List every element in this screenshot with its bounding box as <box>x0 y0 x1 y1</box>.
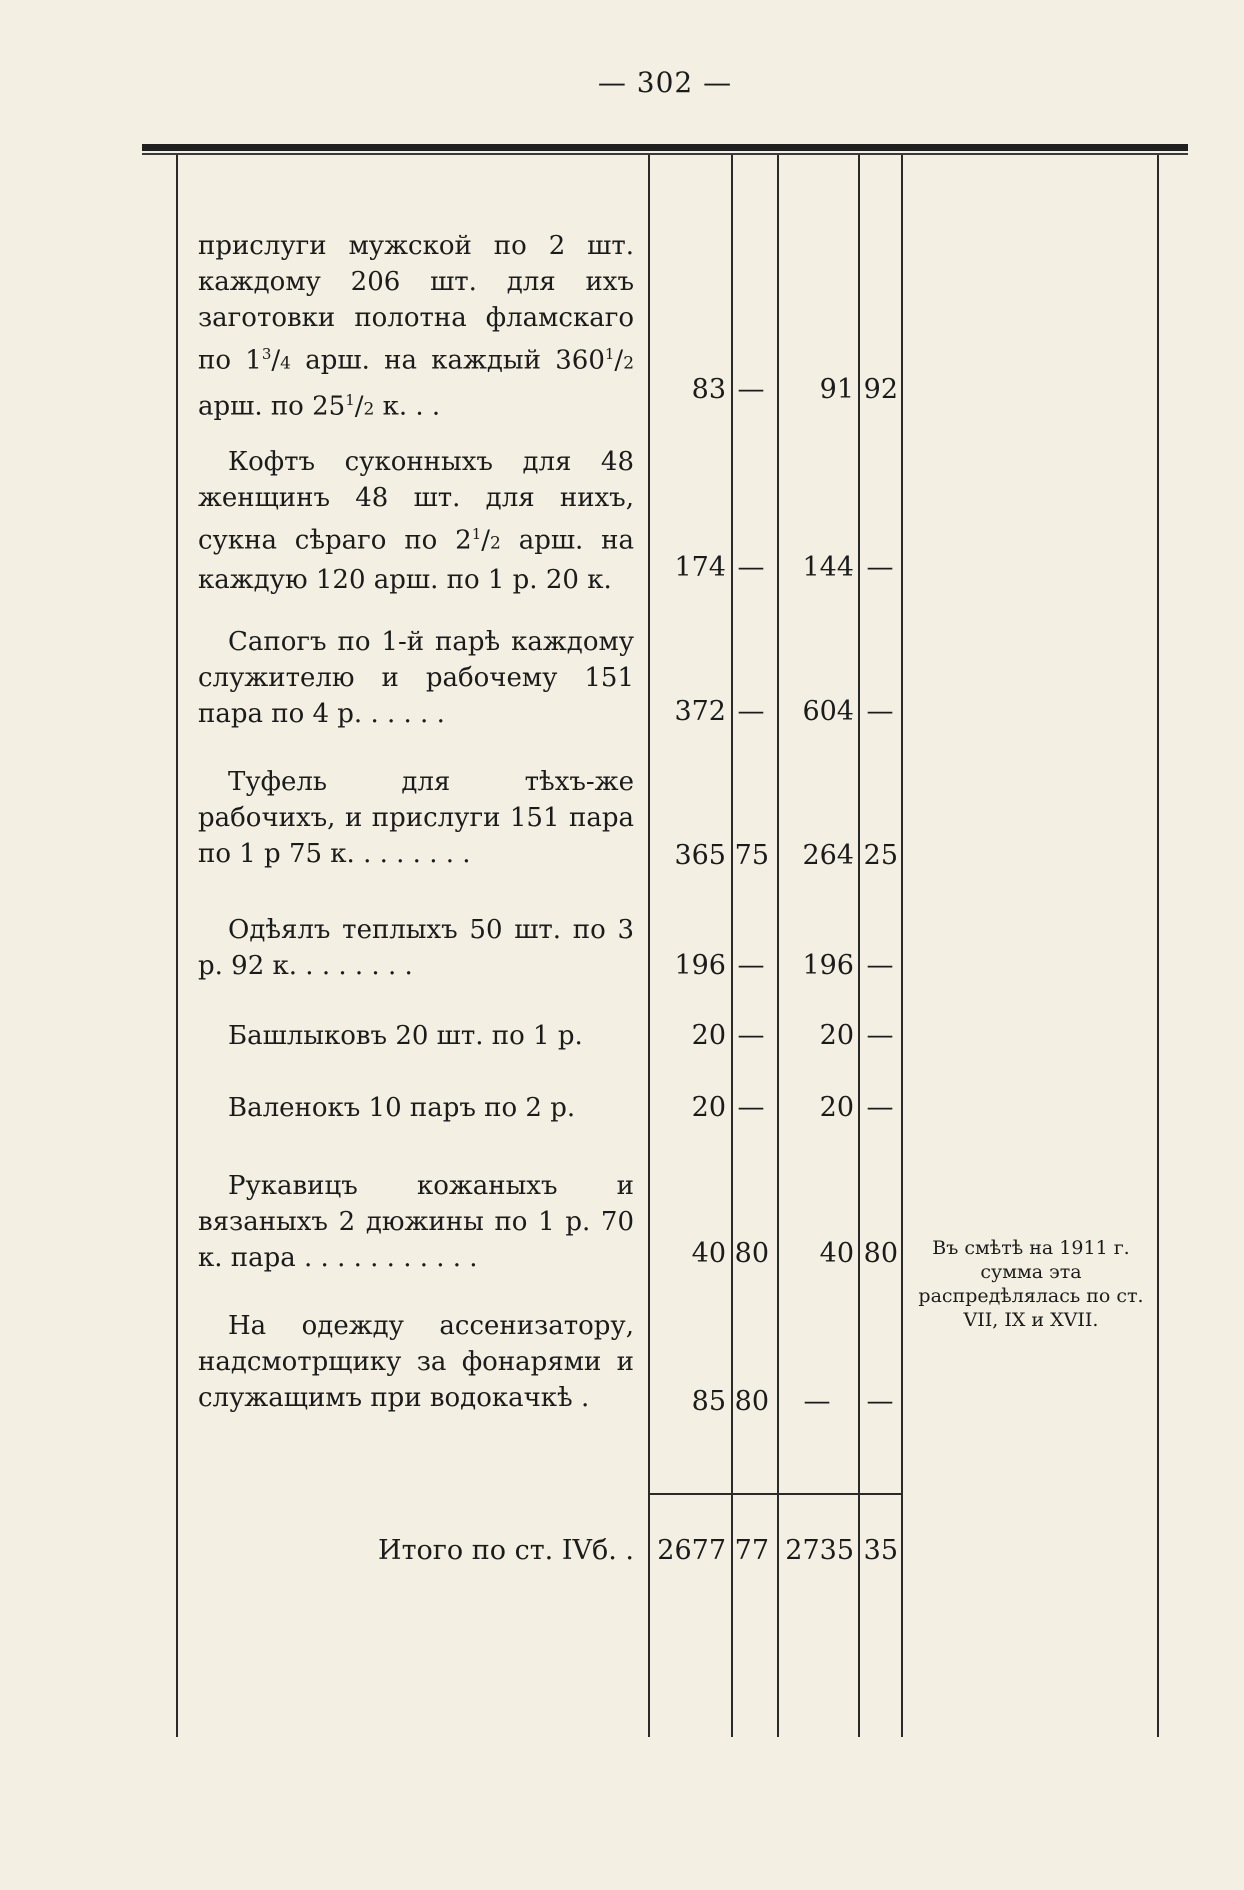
amount-kop: — <box>737 552 765 583</box>
amount-kop: — <box>866 1092 894 1123</box>
amount-kop: — <box>737 1020 765 1051</box>
total-kop: 35 <box>863 1535 898 1566</box>
amount-rub: 20 <box>691 1020 726 1051</box>
row-description: Кофтъ суконныхъ для 48 женщинъ 48 шт. для нихъ, сукна сѣраго по $2^1/2$ арш. на каждую 120 арш. по 1 р. 20 к. <box>198 447 634 595</box>
row-description: Рукавицъ кожаныхъ и вязаныхъ 2 дюжины по 1 р. 70 к. пара . . . . . . . . . . . <box>198 1171 634 1273</box>
amount-rub: 174 <box>674 552 726 583</box>
amount-kop: — <box>866 1386 894 1417</box>
total-separator <box>648 1493 901 1495</box>
amount-rub: 85 <box>691 1386 726 1417</box>
total-label: Итого по ст. IVб. . <box>378 1535 634 1566</box>
amount-rub: 91 <box>819 374 854 405</box>
total-kop: 77 <box>734 1535 769 1566</box>
amount-rub: 20 <box>819 1020 854 1051</box>
amount-rub: 264 <box>802 840 854 871</box>
amount-rub: 40 <box>819 1238 854 1269</box>
row-description: Сапогъ по 1-й парѣ каждому служителю и рабочему 151 пара по 4 р. . . . . . <box>198 627 634 729</box>
total-rub: 2677 <box>657 1535 726 1566</box>
page-number: — 302 — <box>597 66 733 99</box>
amount-rub: — <box>803 1386 831 1417</box>
amount-kop: 92 <box>863 374 898 405</box>
amount-kop: — <box>737 1092 765 1123</box>
row-description: Одѣялъ теплыхъ 50 шт. по 3 р. 92 к. . . . . . . . <box>198 915 634 981</box>
row-description: Туфель для тѣхъ-же рабочихъ, и прислуги 151 пара по 1 р 75 к. . . . . . . . <box>198 767 634 869</box>
table-right-border <box>1157 155 1159 1737</box>
amount-rub: 365 <box>674 840 726 871</box>
amount-rub: 144 <box>802 552 854 583</box>
row-description: На одежду ассенизатору, надсмотрщику за фонарями и служащимъ при водокачкѣ . <box>198 1311 634 1413</box>
amount-kop: — <box>737 374 765 405</box>
margin-note: Въ смѣтѣ на 1911 г. сумма эта распредѣлялась по ст. VII, IX и XVII. <box>918 1237 1144 1331</box>
amount-kop: 75 <box>734 840 769 871</box>
amount-rub: 20 <box>819 1092 854 1123</box>
amount-rub: 40 <box>691 1238 726 1269</box>
row-description: Башлыковъ 20 шт. по 1 р. <box>228 1021 583 1051</box>
amount-rub: 196 <box>802 950 854 981</box>
amount-rub: 20 <box>691 1092 726 1123</box>
amount-rub: 83 <box>691 374 726 405</box>
column-divider <box>777 155 779 1737</box>
amount-kop: — <box>866 950 894 981</box>
amount-kop: — <box>866 1020 894 1051</box>
amount-kop: — <box>866 696 894 727</box>
row-description: прислуги мужской по 2 шт. каждому 206 шт. для ихъ заготовки полотна фламскаго по $1^3/4$ арш. на каждый $360^1/2$ арш. по $25^1/2$ к. . . <box>198 231 635 422</box>
amount-kop: 80 <box>734 1238 769 1269</box>
amount-kop: 80 <box>734 1386 769 1417</box>
column-divider <box>901 155 903 1737</box>
row-description: Валенокъ 10 паръ по 2 р. <box>228 1093 576 1123</box>
top-rule-thin <box>142 153 1188 155</box>
total-rub: 2735 <box>785 1535 854 1566</box>
top-rule <box>142 144 1188 151</box>
table-left-border <box>176 155 178 1737</box>
amount-kop: — <box>866 552 894 583</box>
amount-rub: 372 <box>674 696 726 727</box>
amount-kop: — <box>737 950 765 981</box>
amount-kop: 25 <box>863 840 898 871</box>
amount-kop: — <box>737 696 765 727</box>
amount-rub: 604 <box>802 696 854 727</box>
amount-rub: 196 <box>674 950 726 981</box>
column-divider <box>858 155 860 1737</box>
amount-kop: 80 <box>863 1238 898 1269</box>
